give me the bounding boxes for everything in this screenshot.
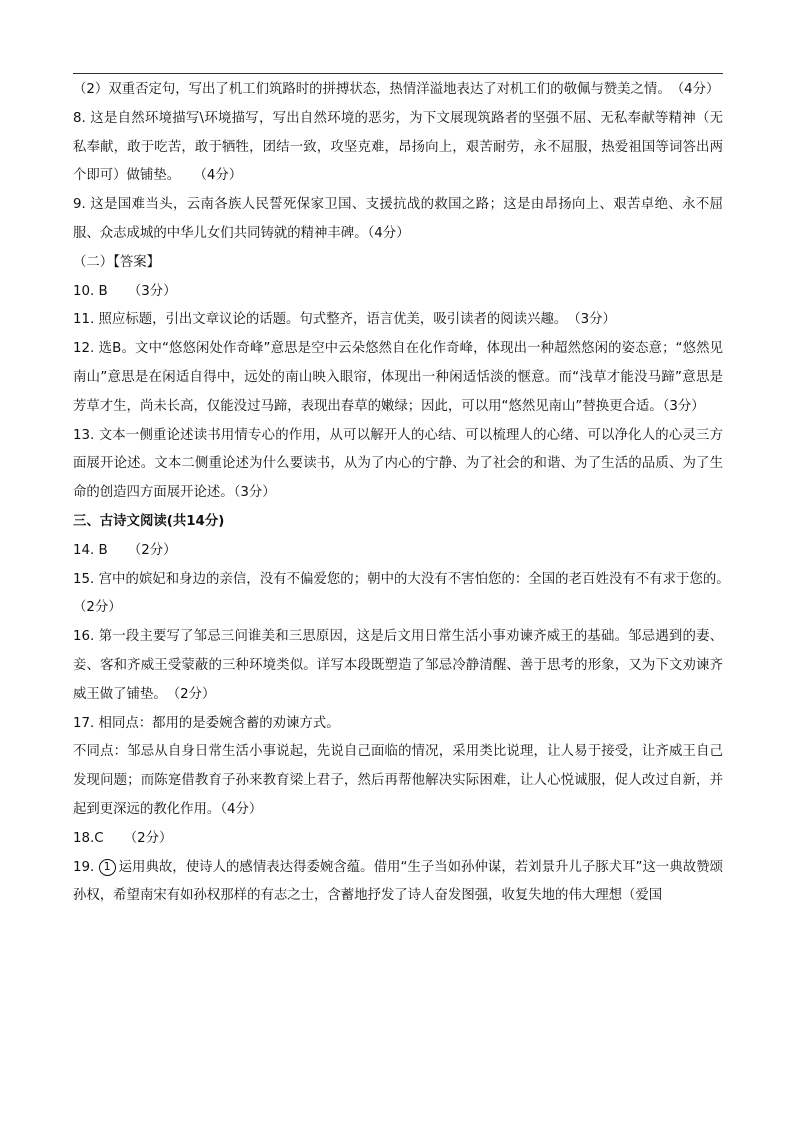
circled-number: 1 [99,859,116,876]
answer-8: 8. 这是自然环境描写\环境描写，写出自然环境的恶劣，为下文展现筑路者的坚强不屈、无私奉献等精神（无私奉献，敢于吃苦，敢于牺牲，团结一致，攻坚克难，昂扬向上，艰苦耐劳，永不屈服，热爱祖国等词答出两个即可）做铺垫。 （4分） [73,110,723,184]
answer-12: 12. 选B。文中“悠悠闲处作奇峰”意思是空中云朵悠然自在化作奇峰，体现出一种超然悠闲的姿态意；“悠然见南山”意思是在闲适自得中，远处的南山映入眼帘，体现出一种闲适恬淡的惬意。而“浅草才能没马蹄”意思是芳草才生，尚未长高，仅能没过马蹄，表现出春草的嫩绿；因此，可以用“悠然见南山”替换更合适。（3分） [73,341,723,414]
answer-content [73,76,737,911]
section-2-answer-heading: （二）【答案】 [73,254,161,270]
answer-17-difference: 不同点：邹忌从自身日常生活小事说起，先说自己面临的情况，采用类比说理，让人易于接受，让齐威王自己发现问题；而陈寔借教育子孙来教育梁上君子，然后再帮他解决实际困难，让人心悦诚服，促人改过自新，并起到更深远的教化作用。（4分） [73,744,723,817]
answer-13: 13. 文本一侧重论述读书用情专心的作用，从可以解开人的心结、可以梳理人的心绪、可以净化人的心灵三方面展开论述。文本二侧重论述为什么要读书，从为了内心的宁静、为了社会的和谐、为了生活的品质、为了生命的创造四方面展开论述。（3分） [73,427,723,501]
answer-19 [73,854,723,912]
answer-14: 14. B （2分） [73,542,177,558]
answer-19-number: 19. [73,859,99,875]
answer-11: 11. 照应标题，引出文章议论的话题。句式整齐，语言优美，吸引读者的阅读兴趣。 （3分） [73,312,616,328]
answer-15: 15. 宫中的嫔妃和身边的亲信，没有不偏爱您的；朝中的大没有不害怕您的：全国的老百姓没有不有求于您的。 （2分） [73,571,737,616]
section-3-heading: 三、古诗文阅读(共14分) [73,513,225,529]
answer-9: 9. 这是国难当头，云南各族人民誓死保家卫国、支援抗战的救国之路；这是由昂扬向上、艰苦卓绝、永不屈服、众志成城的中华儿女们共同铸就的精神丰碑。（4分） [73,197,723,241]
answer-16: 16. 第一段主要写了邹忌三问谁美和三思原因，这是后文用日常生活小事劝谏齐威王的基础。邹忌遇到的妻、妾、客和齐威王受蒙蔽的三种环境类似。详写本段既塑造了邹忌冷静清醒、善于思考的形象，又为下文劝谏齐威王做了铺垫。 （2分） [73,629,723,702]
header-rule [73,73,723,74]
answer-17-similarity: 17. 相同点：都用的是委婉含蓄的劝谏方式。 [73,715,340,731]
answer-7-2: （2）双重否定句，写出了机工们筑路时的拼搏状态，热情洋溢地表达了对机工们的敬佩与赞美之情。 （4分） [73,82,720,97]
answer-18: 18.C （2分） [73,830,173,846]
answer-19-text: 运用典故，使诗人的感情表达得委婉含蕴。借用“生子当如孙仲谋，若刘景升儿子豚犬耳”这一典故赞颂孙权，希望南宋有如孙权那样的有志之士，含蓄地抒发了诗人奋发图强，收复失地的伟大理想（爱国 [73,859,723,904]
answer-10: 10. B （3分） [73,283,177,299]
